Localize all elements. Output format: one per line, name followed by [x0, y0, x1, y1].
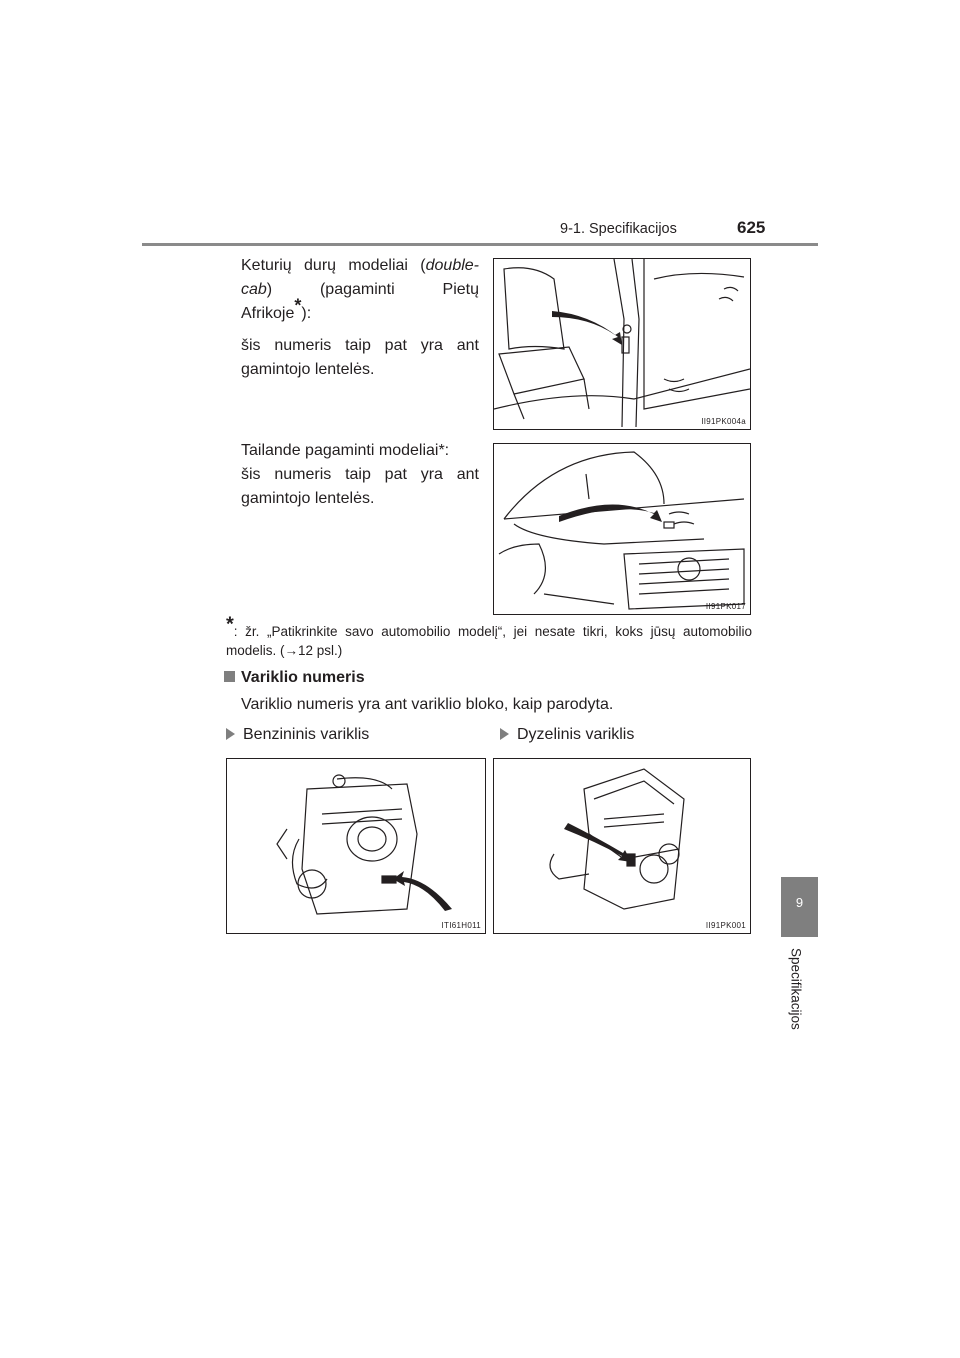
header-rule [142, 243, 818, 246]
section-body: Variklio numeris yra ant variklio bloko, kaip parodyta. [241, 696, 614, 713]
figure-code: II91PK001 [705, 921, 746, 930]
block-1-text2: šis numeris taip pat yra ant gamintojo lentelės. [241, 337, 479, 378]
figure-petrol-engine [226, 758, 486, 934]
petrol-engine-illustration [227, 759, 485, 933]
bullet-diesel: Dyzelinis variklis [500, 726, 634, 744]
engine-bay-illustration [494, 444, 750, 614]
chapter-tab [781, 877, 818, 937]
block-2-text: Tailande pagaminti modeliai*: šis numeris taip pat yra ant gamintojo lentelės. [241, 442, 479, 507]
running-header-section: 9-1. Specifikacijos [560, 221, 677, 237]
door-pillar-illustration [494, 259, 750, 429]
figure-code: II91PK004a [701, 417, 746, 426]
figure-code: ITI61H011 [441, 921, 481, 930]
chapter-label: Specifikacijos [788, 948, 804, 1030]
triangle-bullet-icon [226, 728, 235, 740]
footnote [226, 613, 752, 660]
section-title: Variklio numeris [224, 669, 365, 687]
square-bullet-icon [224, 671, 235, 682]
figure-door-pillar [493, 258, 751, 430]
diesel-engine-illustration [494, 759, 750, 933]
arrow-icon [393, 871, 452, 911]
block-1-text: Keturių durų modeliai (double- cab) (pagaminti Pietų Afrikoje*): šis numeris taip pat yra ant gamintojo lentelės. [241, 254, 479, 382]
footnote-text: : žr. „Patikrinkite savo automobilio modelį“, jei nesate tikri, koks jūsų automobilio modelis. (→12 psl.) [226, 624, 752, 658]
triangle-bullet-icon [500, 728, 509, 740]
figure-engine-bay [493, 443, 751, 615]
footnote-marker: * [226, 613, 234, 636]
chapter-number: 9 [795, 895, 804, 910]
figure-diesel-engine [493, 758, 751, 934]
bullet-petrol: Benzininis variklis [226, 726, 369, 744]
page-number: 625 [737, 218, 766, 237]
figure-code: II91PK017 [705, 602, 746, 611]
